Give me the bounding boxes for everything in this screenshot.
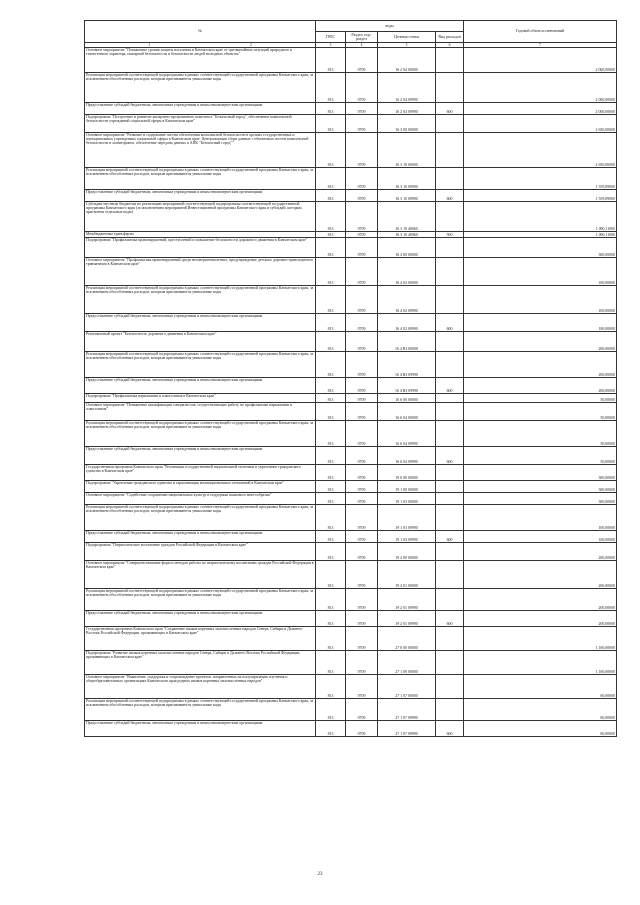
row-target-cell: 16 2 04 09990 xyxy=(378,103,436,115)
table-row xyxy=(85,611,617,627)
row-target-cell: 16 3 00 00000 xyxy=(378,115,436,133)
row-section-cell: 0709 xyxy=(346,421,378,447)
row-sum-cell: 1 559,89000 xyxy=(464,168,617,190)
row-target-cell: 19 2 01 09990 xyxy=(378,589,436,611)
row-section-cell: 0709 xyxy=(346,675,378,699)
row-grbs-cell: 813 xyxy=(316,543,346,561)
row-vid-cell xyxy=(436,675,464,699)
row-section-cell: 0709 xyxy=(346,447,378,465)
row-grbs-cell: 813 xyxy=(316,73,346,103)
row-name-cell: Предоставление субсидий бюджетным, автономным учреждениям и иным некоммерческим организациям xyxy=(85,103,316,115)
row-target-cell: 19 1 03 09990 xyxy=(378,531,436,543)
row-vid-cell xyxy=(436,168,464,190)
table-row xyxy=(85,190,617,202)
row-target-cell: 27 0 00 00000 xyxy=(378,627,436,651)
table-row xyxy=(85,627,617,651)
header-target: Целевая статья xyxy=(378,32,436,43)
row-sum-cell: 100,00000 xyxy=(464,505,617,531)
row-name-cell: Реализация мероприятий соответствующей подпрограммы в рамках соответствующей государственной программы Камчатского края, за исключением обособленных расходов, которым присваиваются уникальные коды xyxy=(85,505,316,531)
row-name-cell: Предоставление субсидий бюджетным, автономным учреждениям и иным некоммерческим организациям xyxy=(85,531,316,543)
row-grbs-cell: 813 xyxy=(316,421,346,447)
row-name-cell: Предоставление субсидий бюджетным, автономным учреждениям и иным некоммерческим организациям xyxy=(85,447,316,465)
row-section-cell: 0709 xyxy=(346,611,378,627)
row-grbs-cell: 813 xyxy=(316,561,346,589)
row-section-cell: 0709 xyxy=(346,202,378,232)
row-target-cell: 27 1 07 09990 xyxy=(378,721,436,737)
row-section-cell: 0709 xyxy=(346,651,378,675)
row-vid-cell xyxy=(436,543,464,561)
row-target-cell: 19 1 03 00000 xyxy=(378,493,436,505)
table-body xyxy=(85,48,617,737)
row-sum-cell: 100,00000 xyxy=(464,314,617,332)
row-vid-cell xyxy=(436,258,464,286)
row-sum-cell: 50,00000 xyxy=(464,421,617,447)
column-number: 5 xyxy=(378,43,436,48)
row-vid-cell xyxy=(436,561,464,589)
row-grbs-cell: 813 xyxy=(316,286,346,314)
table-row xyxy=(85,531,617,543)
row-vid-cell xyxy=(436,421,464,447)
row-grbs-cell: 813 xyxy=(316,493,346,505)
row-name-cell: Государственная программа Камчатского края "Реализация государственной национальной политики и укрепление гражданского единства в Камчатском крае" xyxy=(85,465,316,481)
row-vid-cell xyxy=(436,651,464,675)
table-row xyxy=(85,394,617,403)
row-grbs-cell: 813 xyxy=(316,103,346,115)
row-grbs-cell: 813 xyxy=(316,378,346,394)
row-grbs-cell: 813 xyxy=(316,115,346,133)
table-row xyxy=(85,403,617,421)
budget-table xyxy=(84,20,617,737)
row-sum-cell: 1 160,00000 xyxy=(464,627,617,651)
row-grbs-cell: 813 xyxy=(316,394,346,403)
page-number: 23 xyxy=(317,872,323,877)
row-sum-cell: 50,00000 xyxy=(464,403,617,421)
row-section-cell: 0709 xyxy=(346,543,378,561)
row-target-cell: 16 6 04 09990 xyxy=(378,447,436,465)
row-section-cell: 0709 xyxy=(346,481,378,493)
row-sum-cell: 300,00000 xyxy=(464,465,617,481)
row-name-cell: Межбюджетные трансферты xyxy=(85,232,316,238)
row-section-cell: 0709 xyxy=(346,258,378,286)
row-name-cell: Региональный проект "Безопасность дорожного движения в Камчатском крае" xyxy=(85,332,316,352)
row-section-cell: 0709 xyxy=(346,48,378,73)
left-margin xyxy=(0,20,84,840)
row-vid-cell xyxy=(436,115,464,133)
row-grbs-cell: 813 xyxy=(316,675,346,699)
row-target-cell: 27 1 00 00000 xyxy=(378,651,436,675)
row-section-cell: 0709 xyxy=(346,561,378,589)
row-grbs-cell: 813 xyxy=(316,258,346,286)
row-target-cell: 19 2 00 00000 xyxy=(378,543,436,561)
row-section-cell: 0709 xyxy=(346,190,378,202)
row-sum-cell: 200,00000 xyxy=(464,611,617,627)
row-name-cell: Основное мероприятие "Повышение уровня защиты населения в Камчатском крае от чрезвычайных ситуаций природного и техногенного характера, пожарной безопасности и безопасности людей на водных объектах" xyxy=(85,48,316,73)
row-target-cell: 16 3 10 09990 xyxy=(378,190,436,202)
row-grbs-cell: 813 xyxy=(316,133,346,168)
row-target-cell: 19 0 00 00000 xyxy=(378,465,436,481)
row-section-cell: 0709 xyxy=(346,531,378,543)
row-vid-cell: 600 xyxy=(436,190,464,202)
row-name-cell: Реализация мероприятий соответствующей подпрограммы в рамках соответствующей государственной программы Камчатского края, за исключением обособленных расходов, которым присваиваются уникальные коды xyxy=(85,286,316,314)
row-grbs-cell: 813 xyxy=(316,48,346,73)
row-sum-cell: 1 090,11000 xyxy=(464,232,617,238)
row-name-cell: Основное мероприятие "Содействие сохранению национальных культур и поддержка языкового многообразия" xyxy=(85,493,316,505)
row-grbs-cell: 813 xyxy=(316,627,346,651)
row-section-cell: 0709 xyxy=(346,314,378,332)
row-grbs-cell: 813 xyxy=(316,531,346,543)
row-vid-cell: 600 xyxy=(436,721,464,737)
header-vid: Вид расходов xyxy=(436,32,464,43)
row-target-cell: 16 3 10 00000 xyxy=(378,133,436,168)
row-section-cell: 0709 xyxy=(346,589,378,611)
row-section-cell: 0709 xyxy=(346,721,378,737)
table-row xyxy=(85,352,617,378)
table-row xyxy=(85,378,617,394)
row-section-cell: 0709 xyxy=(346,232,378,238)
row-sum-cell: 300,00000 xyxy=(464,481,617,493)
row-grbs-cell: 813 xyxy=(316,651,346,675)
row-grbs-cell: 813 xyxy=(316,232,346,238)
row-sum-cell: 100,00000 xyxy=(464,286,617,314)
row-vid-cell xyxy=(436,589,464,611)
table-row xyxy=(85,447,617,465)
row-grbs-cell: 813 xyxy=(316,332,346,352)
header-codes: коды xyxy=(316,21,464,32)
row-sum-cell: 50,00000 xyxy=(464,447,617,465)
row-sum-cell: 200,00000 xyxy=(464,378,617,394)
table-row xyxy=(85,481,617,493)
row-section-cell: 0709 xyxy=(346,103,378,115)
table-row xyxy=(85,202,617,232)
row-sum-cell: 2 000,00000 xyxy=(464,73,617,103)
row-section-cell: 0709 xyxy=(346,73,378,103)
column-number: 4 xyxy=(346,43,378,48)
header-grbs: ГРБС xyxy=(316,32,346,43)
column-number: 1 2 xyxy=(85,43,316,48)
table-row xyxy=(85,103,617,115)
row-vid-cell xyxy=(436,48,464,73)
row-name-cell: Подпрограмма "Развитие языков коренных малочисленных народов Севера, Сибири и Дальнего Востока Российской Федерации, проживающих в Камчатском крае" xyxy=(85,651,316,675)
row-vid-cell xyxy=(436,493,464,505)
row-sum-cell: 2 000,00000 xyxy=(464,103,617,115)
row-name-cell: Предоставление субсидий бюджетным, автономным учреждениям и иным некоммерческим организациям xyxy=(85,190,316,202)
row-name-cell: Предоставление субсидий бюджетным, автономным учреждениям и иным некоммерческим организациям xyxy=(85,721,316,737)
table-row xyxy=(85,421,617,447)
table-row xyxy=(85,332,617,352)
row-grbs-cell: 813 xyxy=(316,611,346,627)
row-target-cell: 19 2 01 09990 xyxy=(378,611,436,627)
budget-table-sheet xyxy=(84,20,616,737)
row-target-cell: 16 6 04 09990 xyxy=(378,421,436,447)
column-number: 3 xyxy=(316,43,346,48)
row-target-cell: 19 2 01 00000 xyxy=(378,561,436,589)
row-sum-cell: 1 559,89000 xyxy=(464,190,617,202)
table-row xyxy=(85,238,617,258)
row-grbs-cell: 813 xyxy=(316,190,346,202)
row-vid-cell: 500 xyxy=(436,232,464,238)
row-target-cell: 27 1 07 09990 xyxy=(378,699,436,721)
row-sum-cell: 60,00000 xyxy=(464,675,617,699)
row-name-cell: Подпрограмма "Построение и развитие аппаратно-программного комплекса "Безопасный город", обеспечение комплексной безопасности учреждений социальной сферы в Камчатском крае" xyxy=(85,115,316,133)
row-vid-cell xyxy=(436,352,464,378)
row-sum-cell: 100,00000 xyxy=(464,258,617,286)
row-vid-cell xyxy=(436,481,464,493)
table-row xyxy=(85,505,617,531)
row-grbs-cell: 813 xyxy=(316,447,346,465)
row-vid-cell: 600 xyxy=(436,314,464,332)
row-name-cell: Основное мероприятие "Повышение квалификации специалистов, осуществляющих работу по профилактике наркомании и алкоголизма" xyxy=(85,403,316,421)
row-grbs-cell: 813 xyxy=(316,481,346,493)
row-sum-cell: 2 000,00000 xyxy=(464,48,617,73)
row-section-cell: 0709 xyxy=(346,403,378,421)
row-section-cell: 0709 xyxy=(346,505,378,531)
row-sum-cell: 200,00000 xyxy=(464,543,617,561)
row-vid-cell: 600 xyxy=(436,378,464,394)
table-row xyxy=(85,168,617,190)
row-vid-cell xyxy=(436,505,464,531)
row-sum-cell: 60,00000 xyxy=(464,699,617,721)
row-target-cell: 16 3 10 09990 xyxy=(378,168,436,190)
row-section-cell: 0709 xyxy=(346,286,378,314)
row-name-cell: Подпрограмма "Патриотическое воспитание граждан Российской Федерации в Камчатском крае" xyxy=(85,543,316,561)
row-sum-cell: 200,00000 xyxy=(464,332,617,352)
table-row xyxy=(85,73,617,103)
row-sum-cell: 1 090,11000 xyxy=(464,202,617,232)
row-section-cell: 0709 xyxy=(346,115,378,133)
table-row xyxy=(85,675,617,699)
row-section-cell: 0709 xyxy=(346,168,378,190)
row-name-cell: Реализация мероприятий соответствующей подпрограммы в рамках соответствующей государственной программы Камчатского края, за исключением обособленных расходов, которым присваиваются уникальные коды xyxy=(85,589,316,611)
table-row xyxy=(85,493,617,505)
row-name-cell: Подпрограмма "Укрепление гражданского единства и гармонизация межнациональных отношений в Камчатском крае" xyxy=(85,481,316,493)
row-target-cell: 16 4 00 00000 xyxy=(378,238,436,258)
row-grbs-cell: 813 xyxy=(316,699,346,721)
row-vid-cell xyxy=(436,465,464,481)
row-name-cell: Основное мероприятие "Совершенствование форм и методов работы по патриотическому воспитанию граждан Российской Федерации в Камчатском крае" xyxy=(85,561,316,589)
table-row xyxy=(85,133,617,168)
row-target-cell: 27 1 07 00000 xyxy=(378,675,436,699)
row-sum-cell: 50,00000 xyxy=(464,394,617,403)
row-vid-cell: 600 xyxy=(436,531,464,543)
row-section-cell: 0709 xyxy=(346,493,378,505)
table-row xyxy=(85,115,617,133)
row-target-cell: 16 3 10 40060 xyxy=(378,202,436,232)
row-target-cell: 16 4 R3 09990 xyxy=(378,352,436,378)
table-row xyxy=(85,48,617,73)
row-section-cell: 0709 xyxy=(346,133,378,168)
row-sum-cell: 300,00000 xyxy=(464,493,617,505)
table-row xyxy=(85,543,617,561)
table-row xyxy=(85,465,617,481)
row-target-cell: 16 2 04 00000 xyxy=(378,48,436,73)
row-vid-cell xyxy=(436,627,464,651)
row-vid-cell xyxy=(436,202,464,232)
row-vid-cell xyxy=(436,238,464,258)
row-target-cell: 16 4 02 00000 xyxy=(378,258,436,286)
row-grbs-cell: 813 xyxy=(316,589,346,611)
row-section-cell: 0709 xyxy=(346,378,378,394)
row-sum-cell: 2 650,00000 xyxy=(464,133,617,168)
row-grbs-cell: 813 xyxy=(316,168,346,190)
row-sum-cell: 200,00000 xyxy=(464,352,617,378)
row-grbs-cell: 813 xyxy=(316,721,346,737)
header-annual: Годовой объем ассигнований xyxy=(464,21,617,43)
row-section-cell: 0709 xyxy=(346,394,378,403)
row-name-cell: Реализация мероприятий соответствующей подпрограммы в рамках соответствующей государственной программы Камчатского края, за исключением обособленных расходов, которым присваиваются уникальные коды xyxy=(85,168,316,190)
row-target-cell: 16 6 00 00000 xyxy=(378,394,436,403)
row-target-cell: 16 4 R3 00000 xyxy=(378,332,436,352)
header-num: № xyxy=(85,21,316,43)
row-vid-cell xyxy=(436,699,464,721)
row-name-cell: Основное мероприятие "Профилактика правонарушений среди несовершеннолетних, предупреждение детского дорожно-транспортного травматизма в Камчатском крае" xyxy=(85,258,316,286)
row-section-cell: 0709 xyxy=(346,238,378,258)
row-sum-cell: 100,00000 xyxy=(464,531,617,543)
row-sum-cell: 2 650,00000 xyxy=(464,115,617,133)
row-vid-cell: 600 xyxy=(436,447,464,465)
row-section-cell: 0709 xyxy=(346,699,378,721)
row-section-cell: 0709 xyxy=(346,627,378,651)
row-vid-cell xyxy=(436,403,464,421)
table-row xyxy=(85,561,617,589)
row-name-cell: Подпрограмма "Профилактика наркомании и алкоголизма в Камчатском крае" xyxy=(85,394,316,403)
row-grbs-cell: 813 xyxy=(316,505,346,531)
row-section-cell: 0709 xyxy=(346,332,378,352)
column-number: 6 xyxy=(436,43,464,48)
row-name-cell: Реализация мероприятий соответствующей подпрограммы в рамках соответствующей государственной программы Камчатского края, за исключением обособленных расходов, которым присваиваются уникальные коды xyxy=(85,699,316,721)
row-target-cell: 16 4 02 09990 xyxy=(378,286,436,314)
row-section-cell: 0709 xyxy=(346,352,378,378)
table-row xyxy=(85,589,617,611)
row-name-cell: Подпрограмма "Профилактика правонарушений, преступлений и повышение безопасности дорожного движения в Камчатском крае" xyxy=(85,238,316,258)
row-target-cell: 16 4 R3 09990 xyxy=(378,378,436,394)
row-sum-cell: 60,00000 xyxy=(464,721,617,737)
row-name-cell: Государственная программа Камчатского края "Сохранение языков коренных малочисленных народов Севера, Сибири и Дальнего Востока Российской Федерации, проживающих в Камчатском крае" xyxy=(85,627,316,651)
row-grbs-cell: 813 xyxy=(316,238,346,258)
table-row xyxy=(85,286,617,314)
row-grbs-cell: 813 xyxy=(316,314,346,332)
table-row xyxy=(85,258,617,286)
row-sum-cell: 200,00000 xyxy=(464,589,617,611)
row-vid-cell xyxy=(436,332,464,352)
row-name-cell: Реализация мероприятий соответствующей подпрограммы в рамках соответствующей государственной программы Камчатского края, за исключением обособленных расходов, которым присваиваются уникальные коды xyxy=(85,352,316,378)
table-row xyxy=(85,651,617,675)
row-sum-cell: 300,00000 xyxy=(464,238,617,258)
row-target-cell: 19 1 00 00000 xyxy=(378,481,436,493)
row-grbs-cell: 813 xyxy=(316,352,346,378)
row-vid-cell xyxy=(436,286,464,314)
row-vid-cell: 600 xyxy=(436,611,464,627)
row-sum-cell: 200,00000 xyxy=(464,561,617,589)
row-name-cell: Предоставление субсидий бюджетным, автономным учреждениям и иным некоммерческим организациям xyxy=(85,611,316,627)
row-grbs-cell: 813 xyxy=(316,202,346,232)
row-name-cell: Предоставление субсидий бюджетным, автономным учреждениям и иным некоммерческим организациям xyxy=(85,314,316,332)
table-row xyxy=(85,721,617,737)
row-vid-cell xyxy=(436,133,464,168)
row-name-cell: Реализация мероприятий соответствующей подпрограммы в рамках соответствующей государственной программы Камчатского края, за исключением обособленных расходов, которым присваиваются уникальные коды xyxy=(85,421,316,447)
row-name-cell: Основное мероприятие "Развитие и содержание систем обеспечения комплексной безопасности в органах государственных и муниципальных учреждениях социальной сферы в Камчатском крае. Централизация сбора данных с объектовых систем комплексной безопасности и мониторинга, обеспечение передачи данных в АПК "Безопасный город"" xyxy=(85,133,316,168)
row-name-cell: Предоставление субсидий бюджетным, автономным учреждениям и иным некоммерческим организациям xyxy=(85,378,316,394)
row-target-cell: 16 3 10 40060 xyxy=(378,232,436,238)
row-target-cell: 19 1 03 09990 xyxy=(378,505,436,531)
row-target-cell: 16 2 04 09990 xyxy=(378,73,436,103)
row-grbs-cell: 813 xyxy=(316,403,346,421)
row-vid-cell xyxy=(436,394,464,403)
table-row xyxy=(85,314,617,332)
row-name-cell: Реализация мероприятий соответствующей подпрограммы в рамках соответствующей государственной программы Камчатского края, за исключением обособленных расходов, которым присваиваются уникальные коды xyxy=(85,73,316,103)
row-section-cell: 0709 xyxy=(346,465,378,481)
row-vid-cell xyxy=(436,73,464,103)
row-grbs-cell: 813 xyxy=(316,465,346,481)
row-vid-cell: 600 xyxy=(436,103,464,115)
row-name-cell: Субсидии местным бюджетам на реализацию мероприятий соответствующей подпрограммы соответствующей государственной программы Камчатского края (за исключением мероприятий Инвестиционной программы Камчатского края и субсидий, которым присвоены отдельные коды) xyxy=(85,202,316,232)
row-target-cell: 16 4 02 09990 xyxy=(378,314,436,332)
header-section: Раздел, под-раздел xyxy=(346,32,378,43)
column-number: 7 xyxy=(464,43,617,48)
header-row-1 xyxy=(85,21,617,32)
row-name-cell: Основное мероприятие "Выявление, поддержка и сопровождение проектов, направленных на популяризацию изучения и общеобразовательных организациях Камчатского края родных языков коренных малочисленных народов" xyxy=(85,675,316,699)
table-row xyxy=(85,699,617,721)
row-sum-cell: 1 160,00000 xyxy=(464,651,617,675)
row-target-cell: 16 6 04 00000 xyxy=(378,403,436,421)
